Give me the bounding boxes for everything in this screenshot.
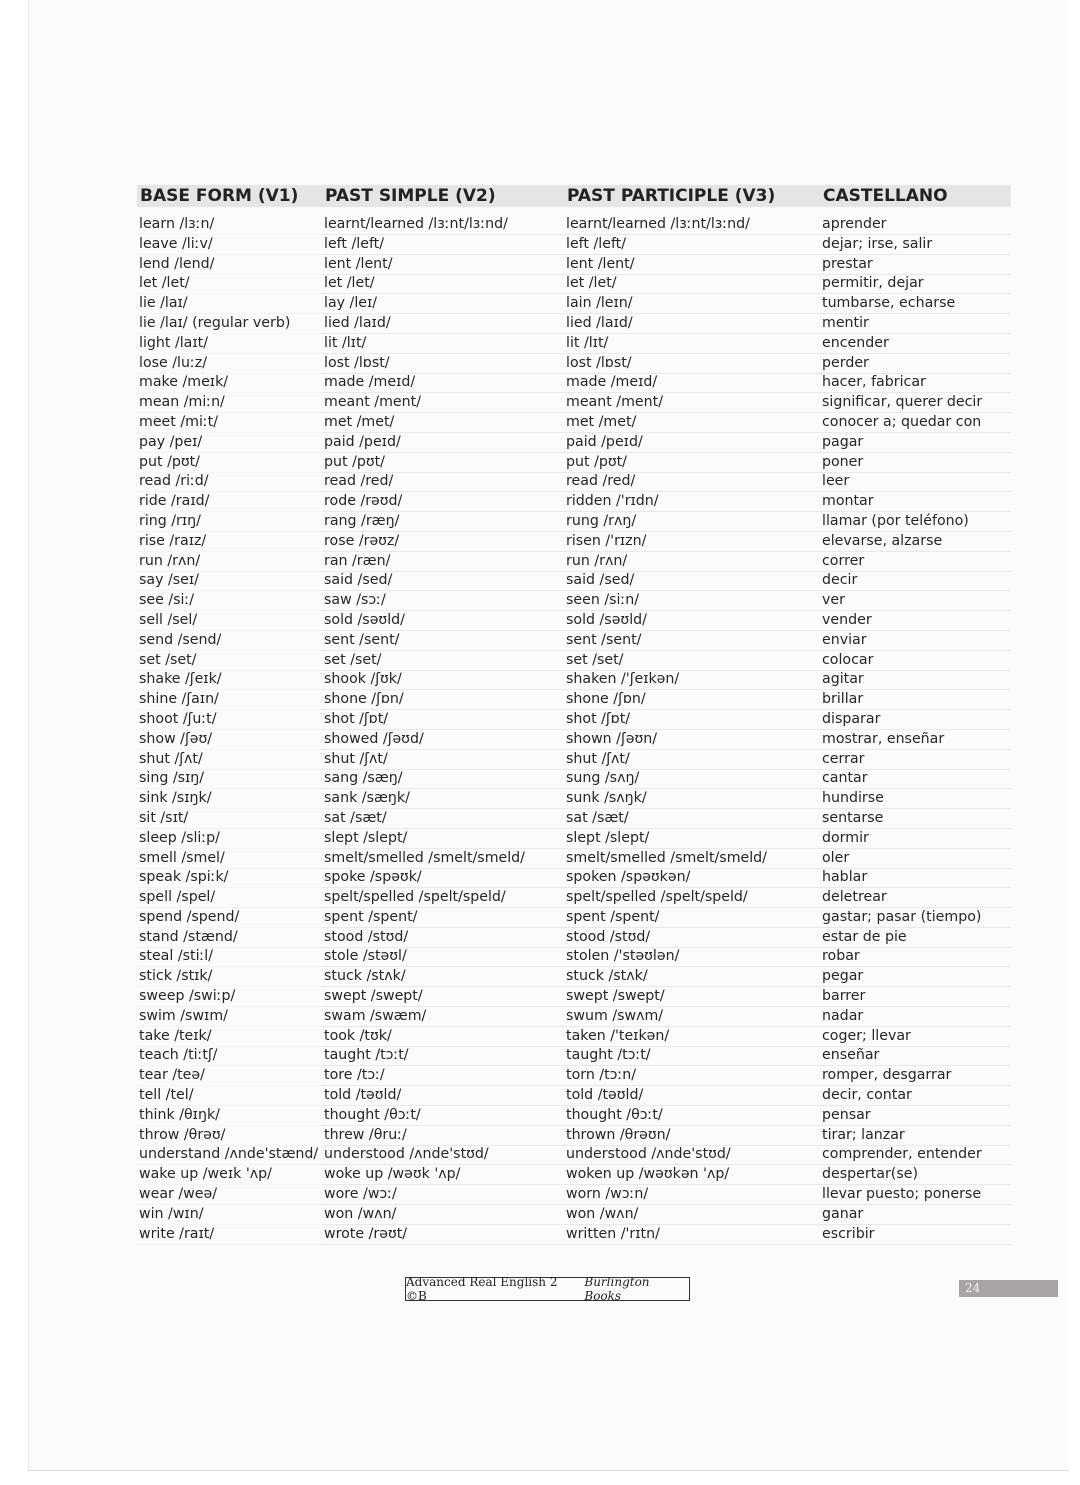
- footer-credit: [405, 1277, 690, 1301]
- cell-past-participle: swum /swʌm/: [564, 1007, 820, 1027]
- cell-past-participle: learnt/learned /lɜːnt/lɜːnd/: [564, 215, 820, 235]
- cell-base-form: write /raɪt/: [137, 1225, 322, 1245]
- table-row: [137, 631, 1011, 651]
- cell-past-simple: stuck /stʌk/: [322, 967, 564, 987]
- cell-castellano: leer: [820, 472, 1011, 492]
- cell-past-participle: said /sed/: [564, 571, 820, 591]
- cell-past-simple: taught /tɔːt/: [322, 1046, 564, 1066]
- cell-past-simple: left /left/: [322, 235, 564, 255]
- cell-past-simple: won /wʌn/: [322, 1205, 564, 1225]
- cell-base-form: say /seɪ/: [137, 571, 322, 591]
- cell-base-form: put /pʊt/: [137, 453, 322, 473]
- cell-base-form: pay /peɪ/: [137, 433, 322, 453]
- cell-base-form: make /meɪk/: [137, 373, 322, 393]
- cell-past-participle: lit /lɪt/: [564, 334, 820, 354]
- cell-castellano: encender: [820, 334, 1011, 354]
- cell-past-simple: shook /ʃʊk/: [322, 670, 564, 690]
- cell-past-participle: ridden /'rɪdn/: [564, 492, 820, 512]
- cell-past-simple: lit /lɪt/: [322, 334, 564, 354]
- table-row: [137, 274, 1011, 294]
- cell-base-form: throw /θrəʊ/: [137, 1126, 322, 1146]
- footer-text: Advanced Real English 2 ©B: [406, 1275, 558, 1303]
- cell-past-participle: torn /tɔːn/: [564, 1066, 820, 1086]
- table-row: [137, 532, 1011, 552]
- cell-past-simple: lost /lɒst/: [322, 354, 564, 374]
- cell-base-form: learn /lɜːn/: [137, 215, 322, 235]
- table-row: [137, 868, 1011, 888]
- cell-past-participle: shaken /'ʃeɪkən/: [564, 670, 820, 690]
- cell-past-participle: risen /'rɪzn/: [564, 532, 820, 552]
- cell-base-form: shoot /ʃuːt/: [137, 710, 322, 730]
- cell-past-simple: understood /ʌnde'stʊd/: [322, 1145, 564, 1165]
- cell-past-simple: slept /slept/: [322, 829, 564, 849]
- table-row: [137, 750, 1011, 770]
- cell-past-participle: spent /spent/: [564, 908, 820, 928]
- cell-base-form: send /send/: [137, 631, 322, 651]
- cell-base-form: spell /spel/: [137, 888, 322, 908]
- cell-base-form: steal /stiːl/: [137, 947, 322, 967]
- cell-past-participle: shot /ʃɒt/: [564, 710, 820, 730]
- cell-past-participle: paid /peɪd/: [564, 433, 820, 453]
- cell-past-simple: shut /ʃʌt/: [322, 750, 564, 770]
- cell-past-participle: spoken /spəʊkən/: [564, 868, 820, 888]
- cell-base-form: take /teɪk/: [137, 1027, 322, 1047]
- cell-past-simple: stood /stʊd/: [322, 928, 564, 948]
- cell-past-simple: rose /rəʊz/: [322, 532, 564, 552]
- table-row: [137, 552, 1011, 572]
- cell-castellano: dormir: [820, 829, 1011, 849]
- cell-castellano: llevar puesto; ponerse: [820, 1185, 1011, 1205]
- cell-castellano: pegar: [820, 967, 1011, 987]
- table-row: [137, 651, 1011, 671]
- table-row: [137, 947, 1011, 967]
- table-row: [137, 255, 1011, 275]
- cell-castellano: brillar: [820, 690, 1011, 710]
- table-row: [137, 1086, 1011, 1106]
- cell-past-simple: paid /peɪd/: [322, 433, 564, 453]
- verb-table: [137, 185, 1011, 1244]
- table-row: [137, 1126, 1011, 1146]
- table-row: [137, 1106, 1011, 1126]
- cell-castellano: romper, desgarrar: [820, 1066, 1011, 1086]
- cell-past-simple: saw /sɔː/: [322, 591, 564, 611]
- table-row: [137, 393, 1011, 413]
- cell-castellano: correr: [820, 552, 1011, 572]
- cell-castellano: colocar: [820, 651, 1011, 671]
- table-row: [137, 334, 1011, 354]
- cell-castellano: decir: [820, 571, 1011, 591]
- cell-past-simple: wore /wɔː/: [322, 1185, 564, 1205]
- table-row: [137, 809, 1011, 829]
- table-row: [137, 789, 1011, 809]
- cell-past-participle: woken up /wəʊkən 'ʌp/: [564, 1165, 820, 1185]
- cell-base-form: sit /sɪt/: [137, 809, 322, 829]
- cell-castellano: conocer a; quedar con: [820, 413, 1011, 433]
- cell-past-simple: spent /spent/: [322, 908, 564, 928]
- cell-past-simple: met /met/: [322, 413, 564, 433]
- cell-base-form: show /ʃəʊ/: [137, 730, 322, 750]
- cell-past-simple: meant /ment/: [322, 393, 564, 413]
- cell-castellano: escribir: [820, 1225, 1011, 1245]
- cell-past-participle: sunk /sʌŋk/: [564, 789, 820, 809]
- cell-base-form: sing /sɪŋ/: [137, 769, 322, 789]
- cell-past-participle: seen /siːn/: [564, 591, 820, 611]
- footer-publisher: Burlington Books: [584, 1275, 650, 1303]
- table-row: [137, 235, 1011, 255]
- cell-past-participle: stood /stʊd/: [564, 928, 820, 948]
- cell-base-form: let /let/: [137, 274, 322, 294]
- header-past-simple: PAST SIMPLE (V2): [325, 186, 496, 206]
- table-row: [137, 769, 1011, 789]
- cell-base-form: win /wɪn/: [137, 1205, 322, 1225]
- cell-past-participle: sent /sent/: [564, 631, 820, 651]
- cell-past-simple: sold /səʊld/: [322, 611, 564, 631]
- table-row: [137, 611, 1011, 631]
- cell-past-participle: lain /leɪn/: [564, 294, 820, 314]
- cell-past-simple: sat /sæt/: [322, 809, 564, 829]
- cell-past-simple: read /red/: [322, 472, 564, 492]
- cell-base-form: leave /liːv/: [137, 235, 322, 255]
- cell-base-form: ride /raɪd/: [137, 492, 322, 512]
- cell-past-participle: left /left/: [564, 235, 820, 255]
- table-row: [137, 354, 1011, 374]
- cell-past-simple: lay /leɪ/: [322, 294, 564, 314]
- cell-castellano: gastar; pasar (tiempo): [820, 908, 1011, 928]
- table-body: [137, 215, 1011, 1244]
- cell-past-simple: swam /swæm/: [322, 1007, 564, 1027]
- cell-castellano: tirar; lanzar: [820, 1126, 1011, 1146]
- table-row: [137, 472, 1011, 492]
- cell-past-participle: swept /swept/: [564, 987, 820, 1007]
- cell-base-form: wear /weə/: [137, 1185, 322, 1205]
- cell-base-form: mean /miːn/: [137, 393, 322, 413]
- cell-castellano: nadar: [820, 1007, 1011, 1027]
- table-row: [137, 1205, 1011, 1225]
- cell-castellano: poner: [820, 453, 1011, 473]
- cell-past-simple: learnt/learned /lɜːnt/lɜːnd/: [322, 215, 564, 235]
- cell-base-form: lend /lend/: [137, 255, 322, 275]
- table-row: [137, 1046, 1011, 1066]
- page-number: 24: [959, 1280, 1058, 1297]
- cell-base-form: run /rʌn/: [137, 552, 322, 572]
- cell-base-form: shake /ʃeɪk/: [137, 670, 322, 690]
- cell-castellano: dejar; irse, salir: [820, 235, 1011, 255]
- cell-past-simple: spelt/spelled /spelt/speld/: [322, 888, 564, 908]
- cell-castellano: decir, contar: [820, 1086, 1011, 1106]
- cell-past-simple: lent /lent/: [322, 255, 564, 275]
- cell-base-form: shine /ʃaɪn/: [137, 690, 322, 710]
- table-row: [137, 690, 1011, 710]
- cell-past-participle: sold /səʊld/: [564, 611, 820, 631]
- cell-base-form: lie /laɪ/ (regular verb): [137, 314, 322, 334]
- cell-base-form: lie /laɪ/: [137, 294, 322, 314]
- cell-castellano: tumbarse, echarse: [820, 294, 1011, 314]
- cell-castellano: sentarse: [820, 809, 1011, 829]
- cell-base-form: rise /raɪz/: [137, 532, 322, 552]
- cell-castellano: enseñar: [820, 1046, 1011, 1066]
- table-row: [137, 433, 1011, 453]
- cell-past-participle: told /təʊld/: [564, 1086, 820, 1106]
- table-row: [137, 730, 1011, 750]
- cell-base-form: tell /tel/: [137, 1086, 322, 1106]
- cell-base-form: see /siː/: [137, 591, 322, 611]
- cell-past-participle: thrown /θrəʊn/: [564, 1126, 820, 1146]
- cell-castellano: perder: [820, 354, 1011, 374]
- table-row: [137, 215, 1011, 235]
- cell-castellano: despertar(se): [820, 1165, 1011, 1185]
- cell-base-form: lose /luːz/: [137, 354, 322, 374]
- cell-castellano: mostrar, enseñar: [820, 730, 1011, 750]
- cell-castellano: cerrar: [820, 750, 1011, 770]
- table-row: [137, 1066, 1011, 1086]
- table-row: [137, 1145, 1011, 1165]
- table-row: [137, 512, 1011, 532]
- cell-past-simple: rang /ræŋ/: [322, 512, 564, 532]
- cell-base-form: ring /rɪŋ/: [137, 512, 322, 532]
- cell-past-simple: spoke /spəʊk/: [322, 868, 564, 888]
- cell-past-participle: made /meɪd/: [564, 373, 820, 393]
- table-row: [137, 492, 1011, 512]
- cell-castellano: estar de pie: [820, 928, 1011, 948]
- cell-past-participle: thought /θɔːt/: [564, 1106, 820, 1126]
- cell-past-simple: tore /tɔː/: [322, 1066, 564, 1086]
- cell-base-form: stand /stænd/: [137, 928, 322, 948]
- table-row: [137, 314, 1011, 334]
- cell-base-form: read /riːd/: [137, 472, 322, 492]
- table-header: [137, 185, 1011, 207]
- cell-past-simple: smelt/smelled /smelt/smeld/: [322, 849, 564, 869]
- cell-past-participle: meant /ment/: [564, 393, 820, 413]
- cell-past-participle: written /'rɪtn/: [564, 1225, 820, 1245]
- cell-past-participle: sat /sæt/: [564, 809, 820, 829]
- cell-base-form: wake up /weɪk 'ʌp/: [137, 1165, 322, 1185]
- cell-castellano: barrer: [820, 987, 1011, 1007]
- cell-base-form: understand /ʌnde'stænd/: [137, 1145, 322, 1165]
- cell-past-participle: put /pʊt/: [564, 453, 820, 473]
- page-sheet: [28, 0, 1069, 1471]
- header-past-participle: PAST PARTICIPLE (V3): [567, 186, 776, 206]
- cell-castellano: elevarse, alzarse: [820, 532, 1011, 552]
- cell-past-participle: taken /'teɪkən/: [564, 1027, 820, 1047]
- cell-past-simple: set /set/: [322, 651, 564, 671]
- cell-base-form: meet /miːt/: [137, 413, 322, 433]
- table-row: [137, 908, 1011, 928]
- cell-castellano: cantar: [820, 769, 1011, 789]
- cell-base-form: sink /sɪŋk/: [137, 789, 322, 809]
- cell-base-form: tear /teə/: [137, 1066, 322, 1086]
- cell-past-participle: shown /ʃəʊn/: [564, 730, 820, 750]
- table-row: [137, 453, 1011, 473]
- cell-past-simple: lied /laɪd/: [322, 314, 564, 334]
- cell-castellano: deletrear: [820, 888, 1011, 908]
- cell-base-form: set /set/: [137, 651, 322, 671]
- cell-castellano: vender: [820, 611, 1011, 631]
- cell-past-simple: threw /θruː/: [322, 1126, 564, 1146]
- table-row: [137, 294, 1011, 314]
- table-row: [137, 928, 1011, 948]
- table-row: [137, 888, 1011, 908]
- cell-base-form: swim /swɪm/: [137, 1007, 322, 1027]
- cell-past-participle: taught /tɔːt/: [564, 1046, 820, 1066]
- cell-past-participle: rung /rʌŋ/: [564, 512, 820, 532]
- cell-past-participle: shut /ʃʌt/: [564, 750, 820, 770]
- cell-past-participle: lied /laɪd/: [564, 314, 820, 334]
- table-row: [137, 571, 1011, 591]
- cell-past-simple: woke up /wəʊk 'ʌp/: [322, 1165, 564, 1185]
- cell-base-form: speak /spiːk/: [137, 868, 322, 888]
- cell-past-participle: stuck /stʌk/: [564, 967, 820, 987]
- table-row: [137, 987, 1011, 1007]
- cell-castellano: aprender: [820, 215, 1011, 235]
- table-row: [137, 1007, 1011, 1027]
- cell-castellano: montar: [820, 492, 1011, 512]
- header-base-form: BASE FORM (V1): [140, 186, 299, 206]
- cell-past-participle: smelt/smelled /smelt/smeld/: [564, 849, 820, 869]
- cell-castellano: permitir, dejar: [820, 274, 1011, 294]
- cell-castellano: llamar (por teléfono): [820, 512, 1011, 532]
- cell-past-participle: won /wʌn/: [564, 1205, 820, 1225]
- cell-past-simple: sent /sent/: [322, 631, 564, 651]
- cell-past-simple: let /let/: [322, 274, 564, 294]
- table-row: [137, 1185, 1011, 1205]
- cell-past-participle: sung /sʌŋ/: [564, 769, 820, 789]
- table-row: [137, 829, 1011, 849]
- cell-past-simple: made /meɪd/: [322, 373, 564, 393]
- cell-castellano: oler: [820, 849, 1011, 869]
- cell-past-participle: understood /ʌnde'stʊd/: [564, 1145, 820, 1165]
- cell-past-simple: swept /swept/: [322, 987, 564, 1007]
- cell-past-simple: rode /rəʊd/: [322, 492, 564, 512]
- cell-past-participle: lent /lent/: [564, 255, 820, 275]
- cell-base-form: shut /ʃʌt/: [137, 750, 322, 770]
- cell-past-simple: said /sed/: [322, 571, 564, 591]
- cell-castellano: enviar: [820, 631, 1011, 651]
- cell-castellano: coger; llevar: [820, 1027, 1011, 1047]
- cell-past-simple: put /pʊt/: [322, 453, 564, 473]
- cell-past-simple: wrote /rəʊt/: [322, 1225, 564, 1245]
- table-row: [137, 413, 1011, 433]
- table-row: [137, 373, 1011, 393]
- cell-castellano: robar: [820, 947, 1011, 967]
- table-row: [137, 670, 1011, 690]
- cell-castellano: ganar: [820, 1205, 1011, 1225]
- cell-base-form: sleep /sliːp/: [137, 829, 322, 849]
- cell-past-participle: worn /wɔːn/: [564, 1185, 820, 1205]
- cell-past-participle: let /let/: [564, 274, 820, 294]
- table-row: [137, 849, 1011, 869]
- cell-past-participle: met /met/: [564, 413, 820, 433]
- cell-castellano: agitar: [820, 670, 1011, 690]
- cell-base-form: teach /tiːtʃ/: [137, 1046, 322, 1066]
- cell-past-participle: stolen /'stəʊlən/: [564, 947, 820, 967]
- cell-castellano: mentir: [820, 314, 1011, 334]
- cell-past-simple: took /tʊk/: [322, 1027, 564, 1047]
- cell-castellano: hablar: [820, 868, 1011, 888]
- cell-past-participle: read /red/: [564, 472, 820, 492]
- cell-past-simple: sank /sæŋk/: [322, 789, 564, 809]
- cell-past-participle: lost /lɒst/: [564, 354, 820, 374]
- cell-past-participle: spelt/spelled /spelt/speld/: [564, 888, 820, 908]
- cell-past-simple: sang /sæŋ/: [322, 769, 564, 789]
- cell-past-participle: run /rʌn/: [564, 552, 820, 572]
- cell-castellano: pagar: [820, 433, 1011, 453]
- cell-base-form: spend /spend/: [137, 908, 322, 928]
- cell-base-form: sweep /swiːp/: [137, 987, 322, 1007]
- cell-base-form: think /θɪŋk/: [137, 1106, 322, 1126]
- cell-castellano: ver: [820, 591, 1011, 611]
- cell-castellano: prestar: [820, 255, 1011, 275]
- cell-past-simple: told /təʊld/: [322, 1086, 564, 1106]
- cell-castellano: comprender, entender: [820, 1145, 1011, 1165]
- cell-past-participle: slept /slept/: [564, 829, 820, 849]
- table-row: [137, 1027, 1011, 1047]
- cell-past-simple: ran /ræn/: [322, 552, 564, 572]
- cell-past-simple: thought /θɔːt/: [322, 1106, 564, 1126]
- cell-castellano: significar, querer decir: [820, 393, 1011, 413]
- cell-castellano: disparar: [820, 710, 1011, 730]
- cell-castellano: pensar: [820, 1106, 1011, 1126]
- cell-base-form: light /laɪt/: [137, 334, 322, 354]
- cell-past-simple: shone /ʃɒn/: [322, 690, 564, 710]
- cell-castellano: hacer, fabricar: [820, 373, 1011, 393]
- cell-base-form: sell /sel/: [137, 611, 322, 631]
- cell-past-participle: set /set/: [564, 651, 820, 671]
- table-row: [137, 591, 1011, 611]
- header-castellano: CASTELLANO: [823, 186, 948, 206]
- cell-base-form: smell /smel/: [137, 849, 322, 869]
- cell-base-form: stick /stɪk/: [137, 967, 322, 987]
- cell-past-simple: showed /ʃəʊd/: [322, 730, 564, 750]
- cell-past-simple: shot /ʃɒt/: [322, 710, 564, 730]
- table-row: [137, 967, 1011, 987]
- cell-past-participle: shone /ʃɒn/: [564, 690, 820, 710]
- table-row: [137, 1225, 1011, 1245]
- table-row: [137, 710, 1011, 730]
- cell-past-simple: stole /stəʊl/: [322, 947, 564, 967]
- cell-castellano: hundirse: [820, 789, 1011, 809]
- table-row: [137, 1165, 1011, 1185]
